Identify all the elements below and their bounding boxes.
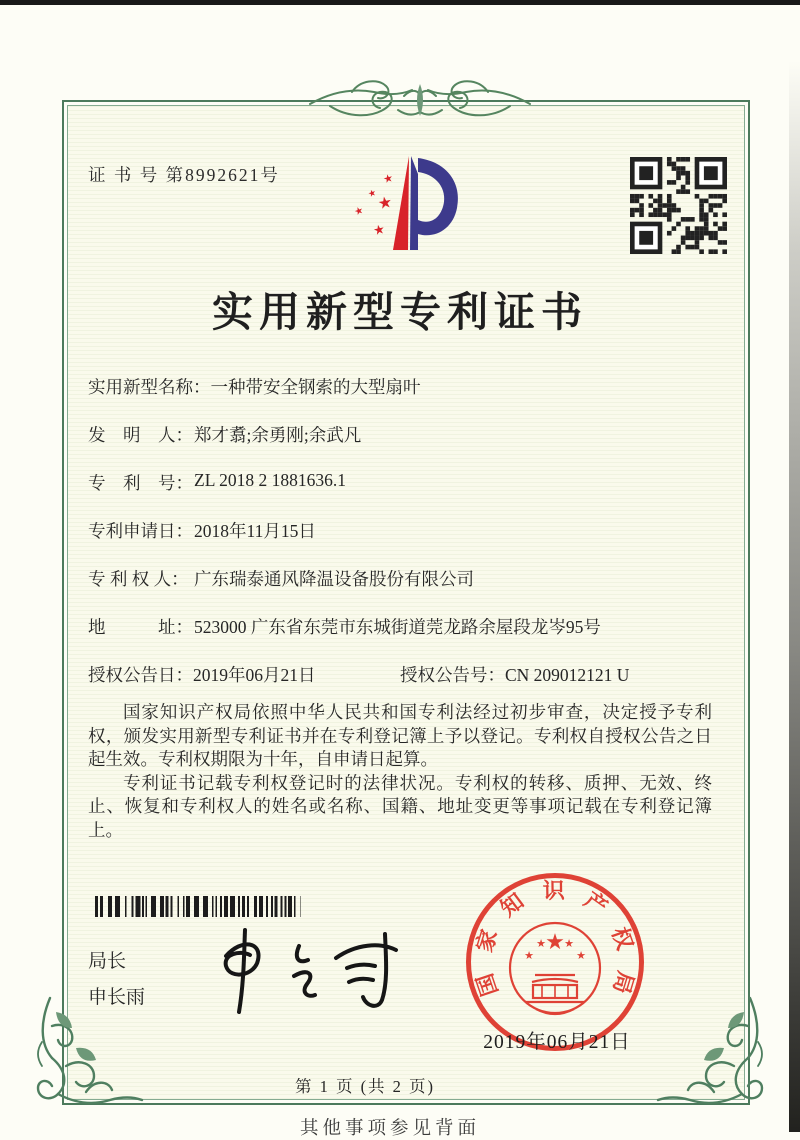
seal-ring-text: 国家知识产权局 (471, 877, 639, 1000)
field-value: 一种带安全钢索的大型扇叶 (210, 377, 421, 397)
field-label: 发 明 人： (88, 425, 193, 445)
certificate-number: 证 书 号 第8992621号 (88, 165, 280, 185)
scan-artifact-top-bar (0, 0, 800, 5)
field-value: 郑才翥;余勇刚;余武凡 (194, 425, 362, 445)
grant-date-value: 2019年06月21日 (193, 665, 316, 685)
page-number: 第 1 页 (共 2 页) (294, 1077, 436, 1096)
svg-text:★: ★ (376, 191, 394, 214)
field-filing-date (88, 518, 712, 566)
cnipa-logo-icon (336, 146, 488, 264)
grant-number (400, 662, 629, 687)
seal-date: 2019年06月21日 (483, 1032, 631, 1053)
field-label: 专利申请日： (88, 521, 193, 541)
grant-date (88, 662, 400, 687)
field-label: 地 址： (88, 617, 193, 637)
barcode-icon (95, 896, 301, 917)
legal-text (88, 701, 712, 842)
svg-text:★: ★ (372, 222, 387, 240)
legal-paragraph-1: 国家知识产权局依照中华人民共和国专利法经过初步审查，决定授予专利权，颁发实用新型专利证书并在专利登记簿上予以登记。专利权自授权公告之日起生效。专利权期限为十年，自申请日起算。 (88, 702, 712, 769)
svg-text:★: ★ (366, 188, 378, 201)
certificate-title: 实用新型专利证书 (212, 289, 588, 335)
svg-text:★: ★ (564, 937, 574, 950)
grant-date-label: 授权公告日： (88, 665, 193, 685)
svg-text:★: ★ (381, 171, 395, 187)
field-patent-number (88, 470, 712, 518)
field-inventors (88, 422, 712, 470)
top-border-ornament (308, 66, 532, 128)
commissioner-name: 申长雨 (88, 987, 146, 1008)
field-value: 523000 广东省东莞市东城街道莞龙路余屋段龙岑95号 (194, 617, 601, 637)
legal-paragraph-2: 专利证书记载专利权登记时的法律状况。专利权的转移、质押、无效、终止、恢复和专利权人的姓名或名称、国籍、地址变更等事项记载在专利登记簿上。 (88, 772, 712, 840)
back-side-note: 其他事项参见背面 (300, 1119, 481, 1139)
field-label: 专 利 权 人： (88, 569, 189, 589)
field-address (88, 614, 712, 662)
svg-text:★: ★ (536, 937, 546, 950)
field-label: 实用新型名称： (88, 377, 211, 397)
commissioner-title: 局长 (88, 951, 127, 972)
field-value: ZL 2018 2 1881636.1 (194, 470, 346, 490)
field-patentee (88, 566, 712, 614)
svg-text:★: ★ (545, 930, 565, 955)
svg-text:★: ★ (576, 949, 586, 962)
field-utility-model-name (88, 374, 712, 422)
certificate-fields (88, 374, 712, 662)
svg-text:★: ★ (524, 949, 534, 962)
field-label: 专 利 号： (88, 473, 193, 493)
grant-number-value: CN 209012121 U (505, 665, 630, 685)
field-value: 2018年11月15日 (194, 521, 316, 541)
qr-code-icon (630, 157, 727, 254)
commissioner-signature-icon (198, 922, 416, 1022)
field-value: 广东瑞泰通风降温设备股份有限公司 (194, 569, 474, 589)
scan-artifact-page-edge (789, 60, 800, 1132)
grant-number-label: 授权公告号： (400, 665, 505, 685)
svg-text:★: ★ (353, 204, 366, 219)
grant-info-row (88, 662, 728, 687)
